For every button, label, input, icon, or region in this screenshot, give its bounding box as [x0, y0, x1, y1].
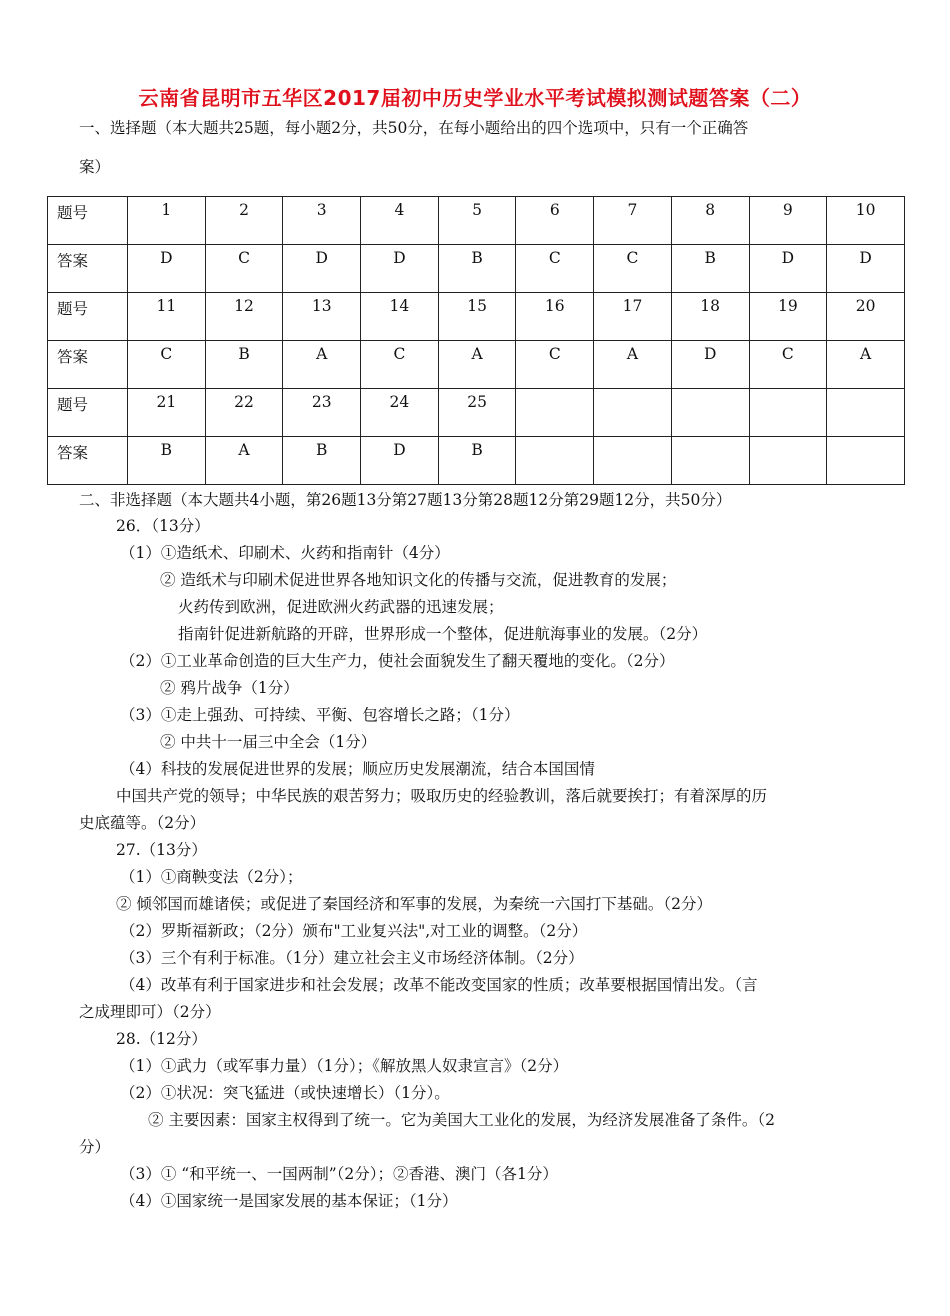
table-cell: 1: [128, 197, 206, 245]
answer-line: （4）改革有利于国家进步和社会发展；改革不能改变国家的性质；改革要根据国情出发。（言: [120, 976, 758, 994]
table-cell: B: [128, 437, 206, 485]
table-cell: 5: [438, 197, 516, 245]
table-cell: [516, 437, 594, 485]
row-label: 题号: [48, 389, 128, 437]
answer-line: 分）: [79, 1138, 111, 1156]
table-cell: 19: [749, 293, 827, 341]
table-cell: C: [205, 245, 283, 293]
answer-line: 火药传到欧洲，促进欧洲火药武器的迅速发展；: [178, 598, 504, 616]
table-cell: B: [283, 437, 361, 485]
table-cell: C: [516, 245, 594, 293]
table-cell: 10: [827, 197, 905, 245]
table-cell: 4: [361, 197, 439, 245]
answer-table: [47, 196, 905, 485]
answer-line: （2）罗斯福新政；（2分）颁布"工业复兴法",对工业的调整。（2分）: [120, 922, 588, 940]
table-row: [48, 341, 905, 389]
table-cell: D: [827, 245, 905, 293]
table-cell: [827, 389, 905, 437]
answer-line: ② 中共十一届三中全会（1分）: [160, 733, 377, 751]
answer-line: （1）①商鞅变法（2分）；: [120, 868, 303, 886]
row-label: 题号: [48, 197, 128, 245]
q27-header: 27.（13分）: [116, 841, 207, 859]
answer-line: 中国共产党的领导；中华民族的艰苦努力；吸取历史的经验教训，落后就要挨打；有着深厚的历: [116, 787, 768, 805]
table-cell: A: [283, 341, 361, 389]
table-cell: [671, 389, 749, 437]
table-cell: C: [361, 341, 439, 389]
table-cell: A: [438, 341, 516, 389]
answer-line: （2）①工业革命创造的巨大生产力，使社会面貌发生了翻天覆地的变化。（2分）: [120, 652, 675, 670]
table-cell: [671, 437, 749, 485]
row-label: 题号: [48, 293, 128, 341]
table-cell: D: [671, 341, 749, 389]
table-cell: [594, 437, 672, 485]
table-row: [48, 293, 905, 341]
answer-line: 史底蕴等。（2分）: [79, 814, 206, 832]
table-cell: 24: [361, 389, 439, 437]
table-row: [48, 389, 905, 437]
answer-line: （3）① “和平统一、一国两制”（2分）；②香港、澳门（各1分）: [120, 1165, 558, 1183]
answer-line: （1）①造纸术、印刷术、火药和指南针（4分）: [120, 544, 450, 562]
row-label: 答案: [48, 341, 128, 389]
table-cell: 22: [205, 389, 283, 437]
table-row: [48, 245, 905, 293]
table-cell: 8: [671, 197, 749, 245]
section1-heading-line2: 案）: [79, 158, 111, 176]
answer-line: （1）①武力（或军事力量）（1分）；《解放黑人奴隶宣言》（2分）: [120, 1057, 569, 1075]
table-cell: [749, 389, 827, 437]
table-cell: D: [283, 245, 361, 293]
table-cell: 20: [827, 293, 905, 341]
table-row: [48, 197, 905, 245]
answer-line: ② 主要因素：国家主权得到了统一。它为美国大工业化的发展，为经济发展准备了条件。（2: [148, 1111, 776, 1129]
table-cell: 6: [516, 197, 594, 245]
table-cell: [749, 437, 827, 485]
document-title: 云南省昆明市五华区2017届初中历史学业水平考试模拟测试题答案（二）: [138, 86, 812, 110]
section2-heading: 二、非选择题（本大题共4小题，第26题13分第27题13分第28题12分第29题12分，共50分）: [79, 491, 732, 509]
table-cell: 12: [205, 293, 283, 341]
table-cell: A: [205, 437, 283, 485]
table-cell: B: [671, 245, 749, 293]
answer-line: ② 倾邻国而雄诸侯；或促进了秦国经济和军事的发展，为秦统一六国打下基础。（2分）: [116, 895, 713, 913]
table-cell: [594, 389, 672, 437]
table-cell: C: [128, 341, 206, 389]
q26-header: 26．（13分）: [116, 517, 210, 535]
table-cell: C: [516, 341, 594, 389]
table-cell: A: [827, 341, 905, 389]
answer-line: （2）①状况：突飞猛进（或快速增长）（1分）。: [120, 1084, 450, 1102]
table-cell: 23: [283, 389, 361, 437]
table-cell: D: [361, 245, 439, 293]
row-label: 答案: [48, 245, 128, 293]
table-cell: 16: [516, 293, 594, 341]
table-cell: 18: [671, 293, 749, 341]
answer-line: （3）①走上强劲、可持续、平衡、包容增长之路；（1分）: [120, 706, 520, 724]
row-label: 答案: [48, 437, 128, 485]
table-cell: 21: [128, 389, 206, 437]
table-cell: D: [128, 245, 206, 293]
table-cell: D: [361, 437, 439, 485]
table-cell: 14: [361, 293, 439, 341]
table-cell: B: [438, 437, 516, 485]
table-cell: C: [594, 245, 672, 293]
table-cell: [827, 437, 905, 485]
table-cell: D: [749, 245, 827, 293]
table-cell: [516, 389, 594, 437]
table-cell: 7: [594, 197, 672, 245]
answer-line: ② 鸦片战争（1分）: [160, 679, 299, 697]
answer-line: 指南针促进新航路的开辟，世界形成一个整体，促进航海事业的发展。（2分）: [178, 625, 708, 643]
table-cell: 2: [205, 197, 283, 245]
answer-line: ② 造纸术与印刷术促进世界各地知识文化的传播与交流，促进教育的发展；: [160, 571, 677, 589]
table-cell: 11: [128, 293, 206, 341]
answer-line: （4）①国家统一是国家发展的基本保证；（1分）: [120, 1192, 458, 1210]
table-row: [48, 437, 905, 485]
answer-line: （3）三个有利于标准。（1分）建立社会主义市场经济体制。（2分）: [120, 949, 584, 967]
table-cell: 13: [283, 293, 361, 341]
table-cell: B: [205, 341, 283, 389]
table-cell: A: [594, 341, 672, 389]
table-cell: B: [438, 245, 516, 293]
table-cell: 9: [749, 197, 827, 245]
table-cell: 3: [283, 197, 361, 245]
table-cell: 15: [438, 293, 516, 341]
table-cell: 25: [438, 389, 516, 437]
answer-line: 之成理即可）（2分）: [79, 1003, 221, 1021]
answer-line: （4）科技的发展促进世界的发展；顺应历史发展潮流，结合本国国情: [120, 760, 595, 778]
table-cell: C: [749, 341, 827, 389]
section1-heading-line1: 一、选择题（本大题共25题，每小题2分，共50分，在每小题给出的四个选项中，只有一个正确答: [79, 119, 749, 137]
table-cell: 17: [594, 293, 672, 341]
q28-header: 28.（12分）: [116, 1030, 207, 1048]
